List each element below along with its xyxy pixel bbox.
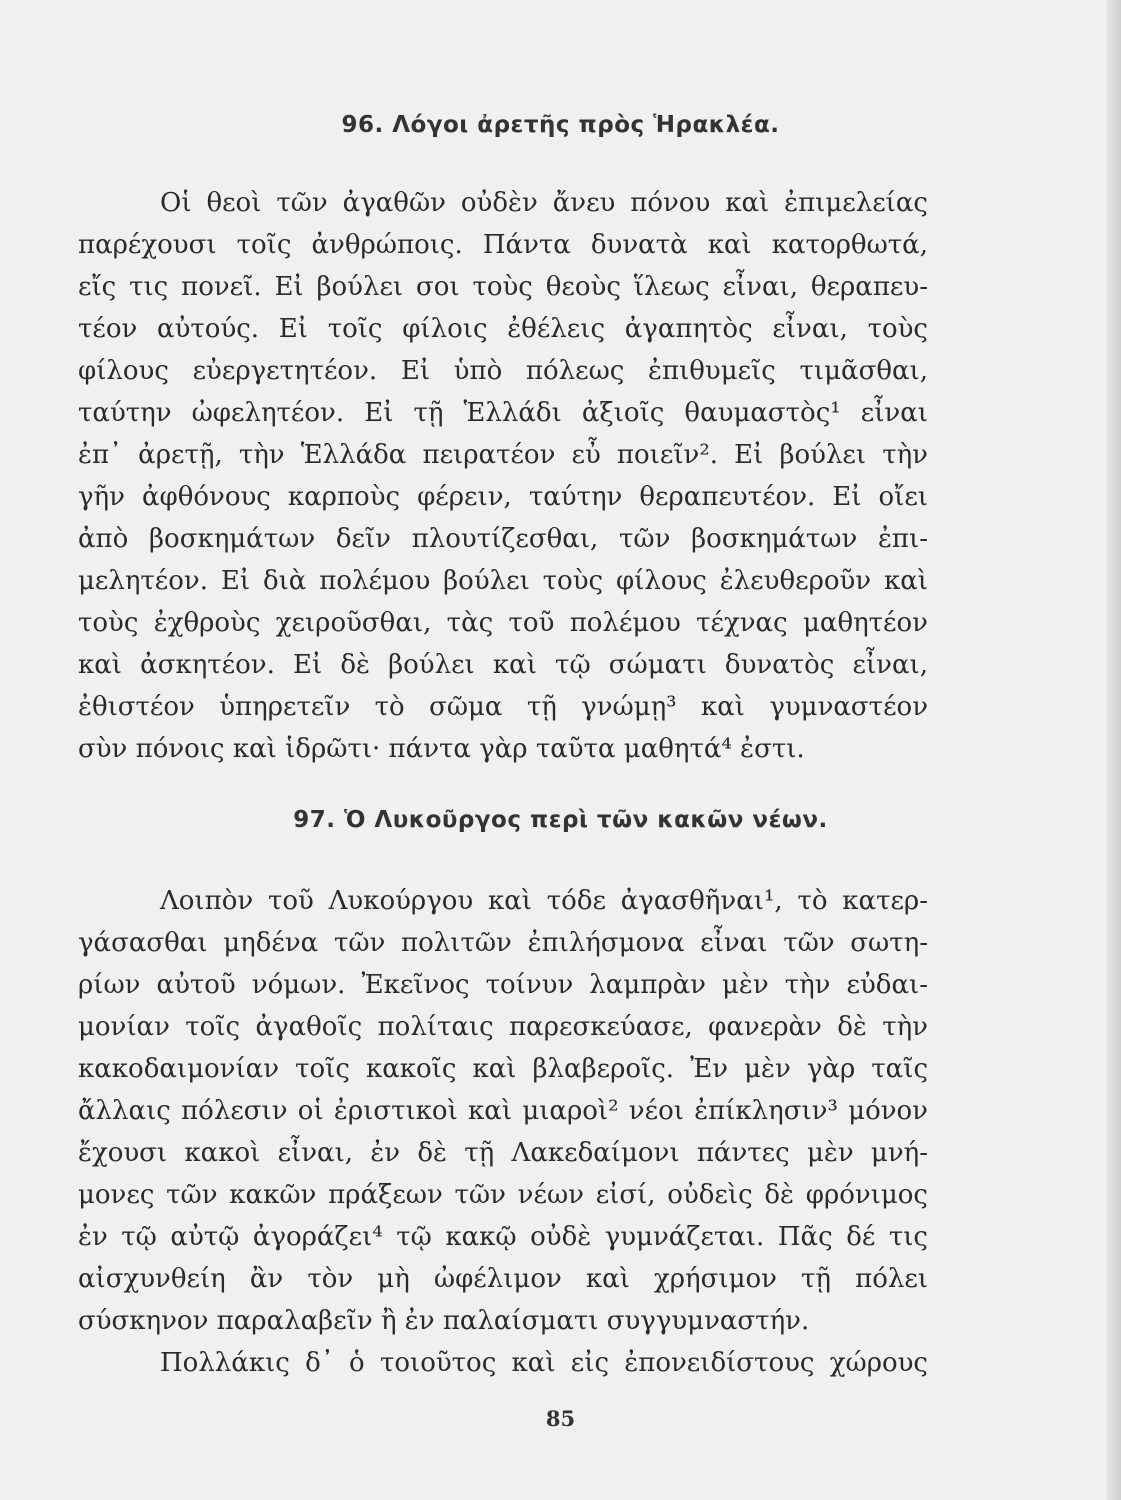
text-line: ἀπὸ βοσκημάτων δεῖν πλουτίζεσθαι, τῶν βοσκημάτων ἐπι- [78,524,928,554]
text-line: τέον αὐτούς. Εἰ τοῖς φίλοις ἐθέλεις ἀγαπητὸς εἶναι, τοὺς [78,314,928,344]
text-line: μελητέον. Εἰ διὰ πολέμου βούλει τοὺς φίλους ἐλευθεροῦν καὶ [78,566,928,596]
text-line: ἔχουσι κακοὶ εἶναι, ἐν δὲ τῇ Λακεδαίμονι πάντες μὲν μνή- [78,1138,928,1168]
text-line: ἄλλαις πόλεσιν οἱ ἐριστικοὶ καὶ μιαροὶ² νέοι ἐπίκλησιν³ μόνον [78,1096,928,1126]
text-line: ἐθιστέον ὑπηρετεῖν τὸ σῶμα τῇ γνώμῃ³ καὶ γυμναστέον [78,692,928,722]
text-line: ρίων αὐτοῦ νόμων. Ἐκεῖνος τοίνυν λαμπρὰν μὲν τὴν εὐδαι- [78,970,928,1000]
text-line: κακοδαιμονίαν τοῖς κακοῖς καὶ βλαβεροῖς. Ἐν μὲν γὰρ ταῖς [78,1054,928,1084]
text-line: γῆν ἀφθόνους καρποὺς φέρειν, ταύτην θεραπευτέον. Εἰ οἴει [78,482,928,512]
text-line: καὶ ἀσκητέον. Εἰ δὲ βούλει καὶ τῷ σώματι δυνατὸς εἶναι, [78,650,928,680]
text-line: Λοιπὸν τοῦ Λυκούργου καὶ τόδε ἀγασθῆναι¹, τὸ κατερ- [160,886,928,916]
text-line: σὺν πόνοις καὶ ἱδρῶτι· πάντα γὰρ ταῦτα μαθητά⁴ ἐστι. [78,734,805,764]
text-line: εἴς τις πονεῖ. Εἰ βούλει σοι τοὺς θεοὺς ἵλεως εἶναι, θεραπευ- [78,272,928,302]
page-number: 85 [545,1406,576,1431]
text-line: γάσασθαι μηδένα τῶν πολιτῶν ἐπιλήσμονα εἶναι τῶν σωτη- [78,928,928,958]
text-line: ταύτην ὠφελητέον. Εἰ τῇ Ἑλλάδι ἀξιοῖς θαυμαστὸς¹ εἶναι [78,398,928,428]
text-line: αἰσχυνθείη ἂν τὸν μὴ ὠφέλιμον καὶ χρήσιμον τῇ πόλει [78,1264,928,1294]
text-line: φίλους εὐεργετητέον. Εἰ ὑπὸ πόλεως ἐπιθυμεῖς τιμᾶσθαι, [78,356,928,386]
section-96-text [78,182,928,770]
page-edge [1107,0,1121,1500]
text-line: ἐπ᾽ ἀρετῇ, τὴν Ἑλλάδα πειρατέον εὖ ποιεῖν². Εἰ βούλει τὴν [78,440,928,470]
text-line: μονίαν τοῖς ἀγαθοῖς πολίταις παρεσκεύασε, φανερὰν δὲ τὴν [78,1012,928,1042]
text-line: σύσκηνον παραλαβεῖν ἢ ἐν παλαίσματι συγγυμναστήν. [78,1306,810,1336]
text-line: ἐν τῷ αὐτῷ ἀγοράζει⁴ τῷ κακῷ οὐδὲ γυμνάζεται. Πᾶς δέ τις [78,1222,928,1252]
text-line: παρέχουσι τοῖς ἀνθρώποις. Πάντα δυνατὰ καὶ κατορθωτά, [78,230,928,260]
text-line: Οἱ θεοὶ τῶν ἀγαθῶν οὐδὲν ἄνευ πόνου καὶ ἐπιμελείας [160,188,928,218]
section-97-text [78,880,928,1384]
section-97-heading: 97. Ὁ Λυκοῦργος περὶ τῶν κακῶν νέων. [293,807,828,833]
text-line: τοὺς ἐχθροὺς χειροῦσθαι, τὰς τοῦ πολέμου τέχνας μαθητέον [78,608,928,638]
section-96-heading: 96. Λόγοι ἀρετῆς πρὸς Ἡρακλέα. [341,112,780,138]
text-line: Πολλάκις δ᾽ ὁ τοιοῦτος καὶ εἰς ἐπονειδίστους χώρους [160,1348,928,1378]
text-line: μονες τῶν κακῶν πράξεων τῶν νέων εἰσί, οὐδεὶς δὲ φρόνιμος [78,1180,928,1210]
